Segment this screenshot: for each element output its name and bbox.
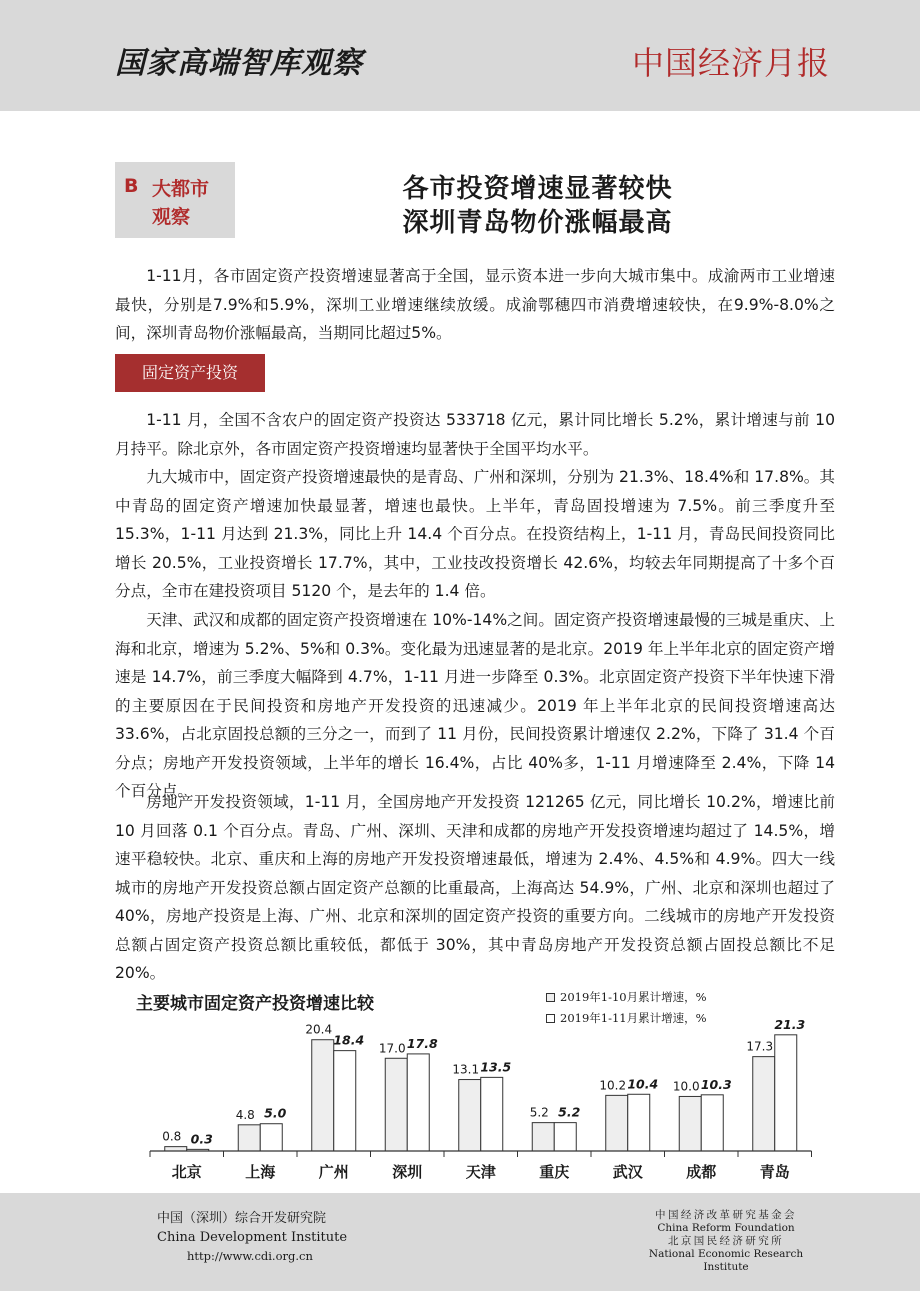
data-label-2-武汉: 10.4 [627, 1076, 659, 1092]
data-label-2-深圳: 17.8 [406, 1035, 438, 1051]
data-label-2-北京: 0.3 [190, 1131, 213, 1147]
legend-label-2: 2019年1-11月累计增速，% [560, 1011, 707, 1025]
data-label-2-成都: 10.3 [700, 1076, 732, 1092]
bar-1-广州 [312, 1040, 334, 1151]
bar-2-广州 [334, 1051, 356, 1151]
bar-1-重庆 [532, 1123, 554, 1151]
header-right-title: 中国经济月报 [631, 44, 830, 82]
bar-1-深圳 [385, 1058, 407, 1151]
footer-org-cn: 中国（深圳）综合开发研究院 [157, 1211, 327, 1226]
subsection-tag: 固定资产投资 [115, 354, 265, 392]
body-paragraph-4: 房地产开发投资领域，1-11 月，全国房地产开发投资 121265 亿元，同比增长 10.2%，增速比前 10 月回落 0.1 个百分点。青岛、广州、深圳、天津和成都的房地产开发投资增速均超过了 14.5%，增速平稳较快。北京、重庆和上海的房地产开发投资增速最低，增速为 2.4%、4.5%和 4.9%。四大一线城市的房地产开发投资总额占固定资产总额的比重最高，上海高达 54.9%，广州、北京和深圳也超过了 40%，房地产投资是上海、广州、北京和深圳的固定资产投资的重要方向。二线城市的房地产开发投资总额占固定资产投资总额比重较低，都低于 30%，其中青岛房地产开发投资总额占固投总额比不足 20%。 [115, 793, 835, 982]
article-title-line2: 深圳青岛物价涨幅最高 [402, 208, 673, 238]
x-tick-label-深圳: 深圳 [392, 1163, 423, 1181]
data-label-2-广州: 18.4 [333, 1032, 365, 1048]
bar-2-成都 [701, 1095, 723, 1151]
data-label-1-重庆: 5.2 [529, 1105, 549, 1120]
x-tick-label-成都: 成都 [686, 1163, 717, 1181]
chart-title: 主要城市固定资产投资增速比较 [136, 994, 374, 1014]
x-tick-label-北京: 北京 [171, 1163, 202, 1181]
bar-1-上海 [238, 1125, 260, 1151]
body-paragraph-3: 天津、武汉和成都的固定资产投资增速在 10%-14%之间。固定资产投资增速最慢的三城是重庆、上海和北京，增速为 5.2%、5%和 0.3%。变化最为迅速显著的是北京。2019 年上半年北京的固定资产增速是 14.7%，前三季度大幅降到 4.7%，1-11 月进一步降至 0.3%。北京固定资产投资下半年快速下滑的主要原因在于民间投资和房地产开发投资的迅速减少。2019 年上半年北京的民间投资增速高达 33.6%，占北京固投总额的三分之一，而到了 11 月份，民间投资累计增速仅 2.2%，下降了 31.4 个百分点；房地产开发投资领域，上半年的增长 16.4%，占比 40%多，1-11 月增速降至 2.4%，下降 14 个百分点。 [115, 611, 835, 800]
data-label-1-青岛: 17.3 [746, 1039, 774, 1054]
legend-label-1: 2019年1-10月累计增速，% [560, 990, 707, 1004]
header-left-title: 国家高端智库观察 [115, 46, 363, 81]
data-label-1-广州: 20.4 [305, 1022, 333, 1037]
x-tick-label-天津: 天津 [465, 1163, 496, 1181]
data-label-1-北京: 0.8 [162, 1129, 182, 1144]
data-label-1-上海: 4.8 [235, 1107, 255, 1122]
x-tick-label-广州: 广州 [318, 1163, 349, 1181]
article-title [300, 172, 775, 240]
bar-1-北京 [165, 1147, 187, 1151]
body-paragraph-2: 九大城市中，固定资产投资增速最快的是青岛、广州和深圳，分别为 21.3%、18.4%和 17.8%。其中青岛的固定资产增速加快最显著，增速也最快。上半年，青岛固投增速为 7.5%。前三季度升至 15.3%，1-11 月达到 21.3%，同比上升 14.4 个百分点。在投资结构上，1-11 月，青岛民间投资同比增长 20.5%，工业投资增长 17.7%，其中，工业技改投资增长 42.6%，均较去年同期提高了十多个百分点，全市在建投资项目 5120 个，是去年的 1.4 倍。 [115, 468, 835, 600]
article-title-line1: 各市投资增速显著较快 [402, 174, 673, 204]
intro-paragraph: 1-11月，各市固定资产投资增速显著高于全国，显示资本进一步向大城市集中。成渝两市工业增速最快，分别是7.9%和5.9%，深圳工业增速继续放缓。成渝鄂穗四市消费增速较快，在9.9%-8.0%之间，深圳青岛物价涨幅最高，当期同比超过5%。 [115, 267, 835, 342]
bar-2-重庆 [554, 1123, 576, 1151]
footer-right-block [640, 1209, 812, 1274]
data-label-1-天津: 13.1 [452, 1062, 480, 1077]
section-name-line1: 大都市 [152, 178, 210, 200]
data-label-1-成都: 10.0 [672, 1079, 700, 1094]
section-name [152, 175, 232, 231]
footer-left-block [157, 1209, 347, 1266]
x-tick-label-青岛: 青岛 [759, 1163, 790, 1181]
bar-1-天津 [459, 1080, 481, 1151]
data-label-2-重庆: 5.2 [558, 1104, 581, 1120]
bar-1-成都 [679, 1096, 701, 1151]
footer-right-line3: 北京国民经济研究所 [667, 1235, 785, 1247]
x-tick-label-上海: 上海 [245, 1163, 276, 1181]
section-letter: B [124, 175, 139, 197]
data-label-2-上海: 5.0 [264, 1105, 287, 1121]
body-paragraph-1: 1-11 月，全国不含农户的固定资产投资达 533718 亿元，累计同比增长 5.2%，累计增速与前 10 月持平。除北京外，各市固定资产投资增速均显著快于全国平均水平。 [115, 411, 835, 458]
data-label-1-武汉: 10.2 [599, 1078, 627, 1093]
bar-1-青岛 [753, 1057, 775, 1151]
bar-1-武汉 [606, 1095, 628, 1151]
x-tick-label-重庆: 重庆 [539, 1163, 570, 1181]
footer-org-en: China Development Institute [157, 1230, 348, 1245]
data-label-2-青岛: 21.3 [774, 1020, 806, 1032]
footer-right-line1: 中国经济改革研究基金会 [655, 1209, 797, 1221]
bar-2-青岛 [775, 1035, 797, 1151]
x-tick-label-武汉: 武汉 [612, 1163, 643, 1181]
legend-swatch-1 [546, 993, 555, 1002]
bar-2-天津 [481, 1077, 503, 1151]
bar-2-上海 [260, 1124, 282, 1151]
footer-right-line2: China Reform Foundation [657, 1222, 795, 1234]
bar-2-深圳 [407, 1054, 429, 1151]
data-label-2-天津: 13.5 [480, 1059, 512, 1075]
footer-right-line4: National Economic Research Institute [648, 1248, 804, 1273]
footer-url: http://www.cdi.org.cn [187, 1249, 313, 1263]
bar-chart [140, 1020, 820, 1190]
data-label-1-深圳: 17.0 [378, 1041, 406, 1056]
legend-item-1 [546, 989, 707, 1005]
bar-2-武汉 [628, 1094, 650, 1151]
section-name-line2: 观察 [152, 206, 191, 228]
